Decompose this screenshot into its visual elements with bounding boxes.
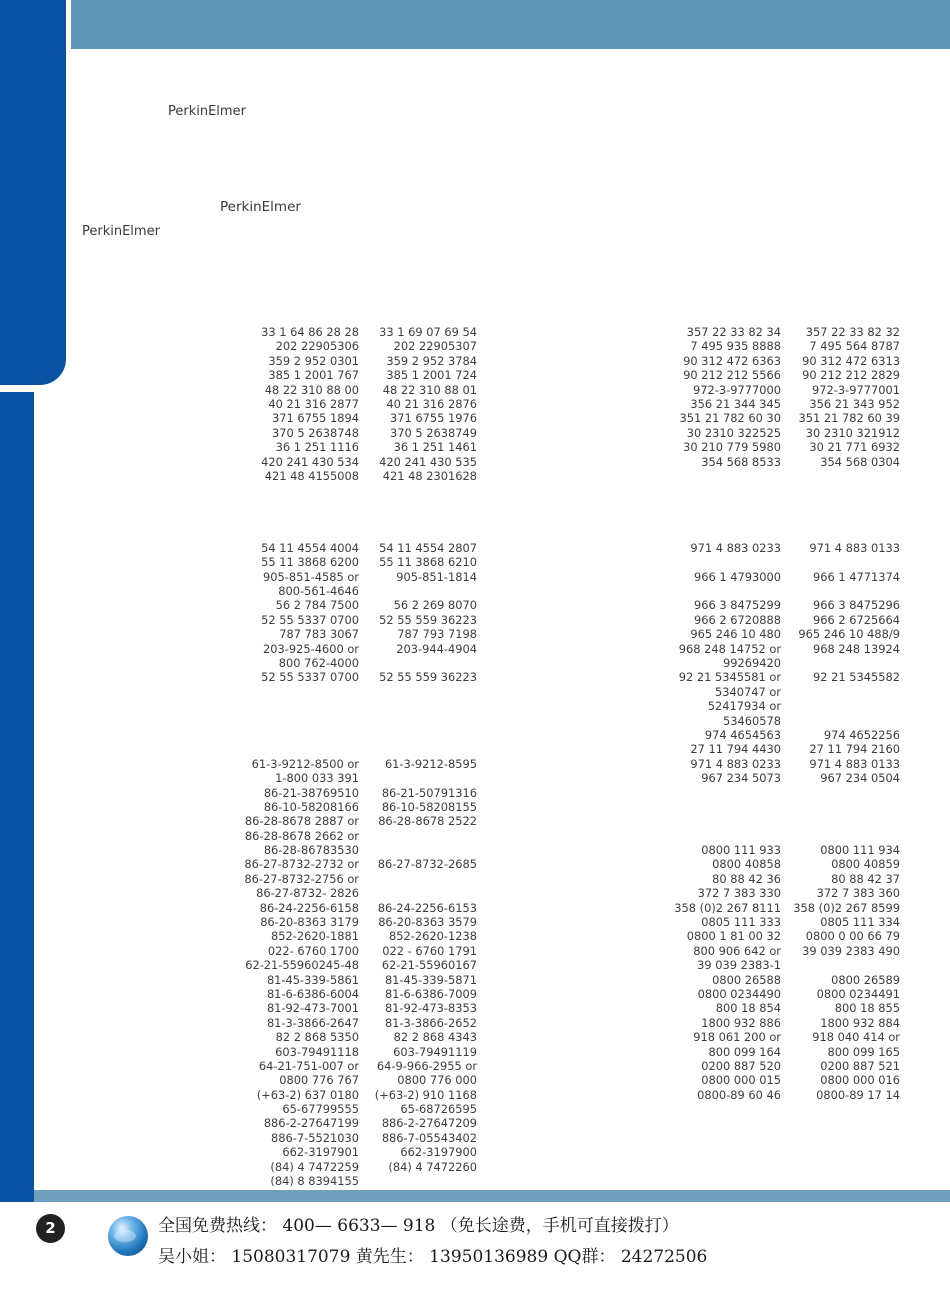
phone-entry: 351 21 782 60 39	[798, 411, 900, 426]
phone-entry: 0800 0 00 66 79	[805, 929, 900, 944]
phone-entry: 421 48 2301628	[382, 468, 477, 483]
phone-entry	[674, 800, 781, 814]
phone-entry: 800 906 642 or	[693, 943, 781, 958]
phone-column-2	[674, 325, 781, 1102]
phone-entry: 54 11 4554 2807	[379, 540, 477, 555]
phone-entry: 54 11 4554 4004	[261, 540, 359, 555]
phone-entry: 357 22 33 82 34	[686, 325, 781, 339]
phone-entry: 82 2 868 4343	[393, 1030, 477, 1045]
phone-entry: 81-45-339-5861	[266, 972, 359, 987]
phone-entry: 905-851-1814	[396, 569, 477, 584]
phone-entry: (+63-2) 637 0180	[256, 1087, 359, 1102]
phone-entry: 0800 776 767	[279, 1073, 359, 1088]
phone-entry: 800 18 854	[715, 1001, 781, 1016]
phone-entry: 886-2-27647199	[263, 1116, 359, 1131]
phone-entry: 39 039 2383-1	[697, 958, 781, 973]
phone-entry: 65-67799555	[282, 1102, 359, 1117]
phone-entry: 81-92-473-7001	[266, 1001, 359, 1016]
phone-entry: 30 21 771 6932	[809, 440, 900, 455]
phone-entry: 966 1 4793000	[694, 569, 781, 584]
phone-entry: 371 6755 1894	[272, 411, 359, 426]
phone-entry: 918 040 414 or	[812, 1030, 900, 1045]
phone-entry: 86-28-8678 2522	[378, 814, 477, 829]
phone-entry: 202 22905306	[275, 339, 359, 354]
phone-entry: 36 1 251 1116	[275, 440, 359, 455]
phone-entry: 86-28-8678 2887 or	[244, 814, 359, 829]
phone-entry: 5340747 or	[714, 684, 781, 699]
phone-column-1	[244, 325, 359, 1188]
footer-band	[34, 1190, 950, 1202]
phone-entry	[793, 800, 900, 814]
phone-entry: 86-27-8732-2756 or	[244, 871, 359, 886]
phone-entry: 48 22 310 88 01	[382, 382, 477, 397]
phone-entry: 022 - 6760 1791	[382, 943, 477, 958]
phone-entry: 356 21 344 345	[690, 396, 781, 411]
phone-entry: 80 88 42 37	[831, 871, 900, 886]
phone-entry	[674, 498, 781, 512]
phone-entry	[244, 512, 359, 526]
phone-entry: 0800 40859	[831, 857, 900, 872]
phone-entry: 53460578	[723, 713, 781, 728]
phone-entry: 966 3 8475296	[813, 598, 900, 613]
phone-entry: 852-2620-1881	[271, 929, 359, 944]
phone-entry: 662-3197901	[282, 1145, 359, 1160]
phone-entry: (84) 8 8394155	[270, 1174, 359, 1189]
phone-entry	[674, 814, 781, 828]
phone-entry: 358 (0)2 267 8111	[674, 900, 781, 915]
phone-entry: 0800-89 60 46	[697, 1087, 781, 1102]
phone-entry	[674, 526, 781, 540]
phone-entry: 81-92-473-8353	[384, 1001, 477, 1016]
fax-column-1	[375, 325, 477, 1174]
phone-entry: 967 234 0504	[820, 771, 900, 786]
phone-entry: 351 21 782 60 30	[679, 411, 781, 426]
phone-entry: 82 2 868 5350	[275, 1030, 359, 1045]
phone-entry: 90 312 472 6363	[683, 353, 781, 368]
phone-entry	[793, 498, 900, 512]
phone-entry: 971 4 883 0133	[809, 756, 900, 771]
phone-entry	[375, 714, 477, 728]
phone-entry	[793, 555, 900, 569]
phone-entry: 787 783 3067	[279, 627, 359, 642]
phone-entry: 800 762-4000	[278, 655, 359, 670]
phone-entry: 86-21-38769510	[263, 785, 359, 800]
phone-entry: 86-20-8363 3579	[378, 915, 477, 930]
brand-name: PerkinElmer	[82, 224, 160, 239]
phone-entry	[375, 843, 477, 857]
phone-entry: 90 312 472 6313	[802, 353, 900, 368]
phone-entry: 918 061 200 or	[693, 1030, 781, 1045]
phone-entry: 90 212 212 5566	[683, 368, 781, 383]
phone-entry: 370 5 2638749	[390, 425, 477, 440]
phone-entry: 420 241 430 534	[261, 454, 359, 469]
brand-name: PerkinElmer	[168, 104, 246, 119]
phone-entry	[793, 829, 900, 843]
phone-entry: 99269420	[723, 655, 781, 670]
phone-entry: 33 1 69 07 69 54	[379, 325, 477, 339]
phone-entry: 203-925-4600 or	[263, 641, 359, 656]
phone-entry	[793, 526, 900, 540]
phone-entry: 1800 932 886	[701, 1015, 781, 1030]
phone-entry: (+63-2) 910 1168	[374, 1087, 477, 1102]
phone-entry: 0800 0234490	[697, 986, 781, 1001]
phone-entry	[674, 584, 781, 598]
phone-entry: 202 22905307	[393, 339, 477, 354]
phone-entry: 86-28-8678 2662 or	[244, 828, 359, 843]
phone-entry: 972-3-9777001	[812, 382, 900, 397]
phone-entry	[793, 958, 900, 972]
globe-icon	[108, 1216, 148, 1256]
phone-entry: 81-3-3866-2647	[266, 1015, 359, 1030]
phone-entry: 905-851-4585 or	[263, 569, 359, 584]
phone-entry	[375, 685, 477, 699]
phone-entry: 886-7-5521030	[271, 1130, 359, 1145]
phone-entry: 33 1 64 86 28 28	[261, 325, 359, 339]
phone-entry: 52417934 or	[707, 699, 781, 714]
phone-entry	[674, 555, 781, 569]
phone-entry	[244, 483, 359, 497]
phone-entry: 62-21-55960167	[381, 958, 477, 973]
phone-entry: 371 6755 1976	[390, 411, 477, 426]
phone-entry: 39 039 2383 490	[802, 943, 900, 958]
phone-entry: 62-21-55960245-48	[245, 958, 359, 973]
phone-entry: 86-24-2256-6158	[259, 900, 359, 915]
phone-entry: 800 18 855	[834, 1001, 900, 1016]
phone-entry	[793, 469, 900, 483]
phone-entry	[793, 483, 900, 497]
phone-entry: 0800 111 934	[820, 843, 900, 858]
phone-entry: 52 55 559 36223	[379, 612, 477, 627]
phone-entry: 0800 1 81 00 32	[686, 929, 781, 944]
phone-entry: 800-561-4646	[278, 584, 359, 599]
phone-entry	[375, 483, 477, 497]
phone-entry: 56 2 784 7500	[275, 598, 359, 613]
phone-entry: 92 21 5345581 or	[678, 670, 781, 685]
phone-entry	[244, 526, 359, 540]
phone-entry: 86-27-8732-2685	[377, 857, 477, 872]
phone-entry: 370 5 2638748	[272, 425, 359, 440]
phone-entry: 30 2310 322525	[686, 425, 781, 440]
phone-entry: 52 55 5337 0700	[261, 670, 359, 685]
phone-entry: 971 4 883 0133	[809, 540, 900, 555]
phone-entry: 86-21-50791316	[381, 785, 477, 800]
phone-entry: 358 (0)2 267 8599	[793, 900, 900, 915]
phone-entry: 0800-89 17 14	[816, 1087, 900, 1102]
phone-entry: 55 11 3868 6200	[261, 555, 359, 570]
phone-entry: 385 1 2001 767	[268, 368, 359, 383]
phone-entry	[244, 728, 359, 742]
phone-entry: 356 21 343 952	[809, 396, 900, 411]
phone-entry: 800 099 164	[708, 1044, 781, 1059]
phone-entry: 81-45-339-5871	[384, 972, 477, 987]
phone-entry: 30 2310 321912	[805, 425, 900, 440]
phone-entry	[244, 685, 359, 699]
phone-entry: 0800 776 000	[397, 1073, 477, 1088]
phone-entry: 86-28-86783530	[263, 843, 359, 858]
phone-entry	[375, 872, 477, 886]
phone-entry: 48 22 310 88 00	[264, 382, 359, 397]
phone-entry	[375, 699, 477, 713]
phone-entry: 61-3-9212-8595	[384, 756, 477, 771]
phone-entry	[375, 742, 477, 756]
phone-entry	[793, 512, 900, 526]
phone-entry	[375, 728, 477, 742]
phone-entry: 27 11 794 2160	[809, 742, 900, 757]
phone-entry: 971 4 883 0233	[690, 756, 781, 771]
phone-entry	[375, 771, 477, 785]
phone-entry: 203-944-4904	[396, 641, 477, 656]
phone-entry: 1-800 033 391	[275, 771, 359, 786]
phone-entry	[793, 656, 900, 670]
phone-entry: 65-68726595	[400, 1102, 477, 1117]
phone-entry: 7 495 935 8888	[690, 339, 781, 354]
phone-entry: 372 7 383 330	[697, 886, 781, 901]
phone-entry: 420 241 430 535	[379, 454, 477, 469]
phone-entry: 359 2 952 3784	[386, 353, 477, 368]
phone-entry: 0200 887 520	[701, 1058, 781, 1073]
phone-entry: 886-7-05543402	[381, 1130, 477, 1145]
phone-entry	[244, 714, 359, 728]
phone-entry: 359 2 952 0301	[268, 353, 359, 368]
phone-entry: 0805 111 333	[701, 915, 781, 930]
phone-entry: 0800 111 933	[701, 843, 781, 858]
phone-entry	[375, 512, 477, 526]
phone-entry	[793, 814, 900, 828]
phone-entry: 0805 111 334	[820, 915, 900, 930]
phone-entry	[674, 786, 781, 800]
phone-entry	[793, 786, 900, 800]
phone-entry: 61-3-9212-8500 or	[251, 756, 359, 771]
phone-entry: 968 248 13924	[813, 641, 900, 656]
phone-entry	[375, 829, 477, 843]
phone-entry: 852-2620-1238	[389, 929, 477, 944]
phone-entry: 972-3-9777000	[693, 382, 781, 397]
phone-entry: 86-27-8732-2732 or	[244, 857, 359, 872]
phone-entry: 81-3-3866-2652	[384, 1015, 477, 1030]
phone-entry: 968 248 14752 or	[678, 641, 781, 656]
phone-entry: (84) 4 7472260	[388, 1159, 477, 1174]
hotline-text: 全国免费热线： 400— 6633— 918 （免长途费，手机可直接拨打）	[158, 1216, 679, 1236]
phone-entry: 56 2 269 8070	[393, 598, 477, 613]
phone-entry: 966 2 6720888	[694, 612, 781, 627]
phone-entry: 967 234 5073	[701, 771, 781, 786]
phone-entry: 40 21 316 2877	[268, 396, 359, 411]
phone-entry: 965 246 10 480	[690, 627, 781, 642]
phone-entry: 36 1 251 1461	[393, 440, 477, 455]
phone-entry: 27 11 794 4430	[690, 742, 781, 757]
phone-entry	[375, 498, 477, 512]
brand-name: PerkinElmer	[220, 199, 301, 215]
phone-entry: 357 22 33 82 32	[805, 325, 900, 339]
phone-entry: 64-21-751-007 or	[258, 1058, 359, 1073]
phone-entry: 81-6-6386-7009	[384, 986, 477, 1001]
phone-entry: 372 7 383 360	[816, 886, 900, 901]
phone-entry: 0800 000 015	[701, 1073, 781, 1088]
phone-entry: 800 099 165	[827, 1044, 900, 1059]
phone-entry: 86-10-58208166	[263, 799, 359, 814]
phone-entry: 86-27-8732- 2826	[256, 886, 359, 901]
phone-entry: 0800 26589	[831, 972, 900, 987]
phone-entry	[244, 742, 359, 756]
contacts-text: 吴小姐： 15080317079 黄先生： 13950136989 QQ群： 24272506	[158, 1247, 708, 1267]
phone-entry	[375, 584, 477, 598]
phone-entry: 971 4 883 0233	[690, 540, 781, 555]
phone-entry: 787 793 7198	[397, 627, 477, 642]
phone-entry: 40 21 316 2876	[386, 396, 477, 411]
phone-entry: 81-6-6386-6004	[266, 986, 359, 1001]
phone-entry: 30 210 779 5980	[683, 440, 781, 455]
phone-entry: 0800 0234491	[816, 986, 900, 1001]
phone-entry	[674, 469, 781, 483]
fax-column-2	[793, 325, 900, 1102]
phone-entry: 86-10-58208155	[381, 799, 477, 814]
phone-entry: 92 21 5345582	[813, 670, 900, 685]
header-band	[71, 0, 950, 49]
phone-entry	[674, 829, 781, 843]
phone-entry: 86-20-8363 3179	[260, 915, 359, 930]
phone-entry	[244, 498, 359, 512]
phone-entry	[375, 526, 477, 540]
phone-entry: 966 3 8475299	[694, 598, 781, 613]
phone-entry	[793, 714, 900, 728]
left-sidebar-band-bottom	[0, 392, 34, 1202]
phone-entry: 52 55 5337 0700	[261, 612, 359, 627]
phone-entry	[375, 886, 477, 900]
phone-entry: 966 2 6725664	[813, 612, 900, 627]
phone-entry: 0800 000 016	[820, 1073, 900, 1088]
phone-entry: 7 495 564 8787	[809, 339, 900, 354]
phone-entry: 974 4654563	[704, 727, 781, 742]
phone-entry: 354 568 8533	[701, 454, 781, 469]
phone-entry: 022- 6760 1700	[267, 943, 359, 958]
phone-entry	[793, 584, 900, 598]
phone-entry: 603-79491119	[393, 1044, 477, 1059]
phone-entry: 385 1 2001 724	[386, 368, 477, 383]
phone-entry: 354 568 0304	[820, 454, 900, 469]
phone-entry: 0200 887 521	[820, 1058, 900, 1073]
phone-entry: 0800 40858	[712, 857, 781, 872]
phone-entry: 965 246 10 488/9	[798, 627, 900, 642]
phone-entry	[793, 685, 900, 699]
phone-entry: 86-24-2256-6153	[377, 900, 477, 915]
phone-entry: 1800 932 884	[820, 1015, 900, 1030]
phone-entry: 64-9-966-2955 or	[376, 1058, 477, 1073]
phone-entry	[244, 699, 359, 713]
phone-entry: 974 4652256	[823, 727, 900, 742]
phone-entry: 421 48 4155008	[264, 468, 359, 483]
phone-entry	[793, 699, 900, 713]
phone-entry: 55 11 3868 6210	[379, 555, 477, 570]
phone-entry: 603-79491118	[275, 1044, 359, 1059]
page-number-badge: 2	[36, 1214, 65, 1243]
left-sidebar-band-top	[0, 0, 66, 385]
phone-entry: 662-3197900	[400, 1145, 477, 1160]
phone-entry: (84) 4 7472259	[270, 1159, 359, 1174]
phone-entry: 52 55 559 36223	[379, 670, 477, 685]
phone-entry: 886-2-27647209	[381, 1116, 477, 1131]
phone-entry: 90 212 212 2829	[802, 368, 900, 383]
phone-entry	[375, 656, 477, 670]
phone-entry: 80 88 42 36	[712, 871, 781, 886]
phone-entry	[674, 483, 781, 497]
phone-entry: 0800 26588	[712, 972, 781, 987]
phone-entry: 966 1 4771374	[813, 569, 900, 584]
phone-entry	[674, 512, 781, 526]
